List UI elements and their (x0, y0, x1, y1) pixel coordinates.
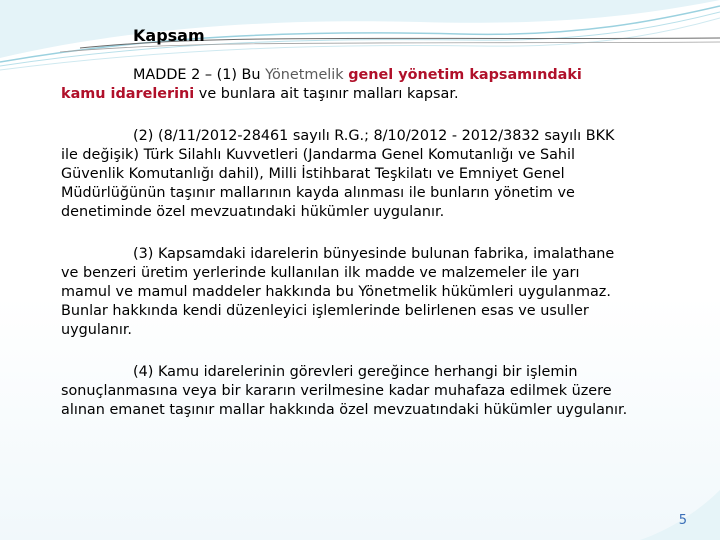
paragraph-1 (61, 66, 691, 104)
paragraph-1-gray-text: Yönetmelik (265, 67, 344, 83)
footer-corner-decoration (640, 480, 720, 540)
paragraph-2: (2) (8/11/2012-28461 sayılı R.G.; 8/10/2012 - 2012/3832 sayılı BKK ile değişik) Türk Silahlı Kuvvetleri (Jandarma Genel Komutanlığı ve Sahil Güvenlik Komutanlığı dahil), Milli İstihbarat Teşkilatı ve Emniyet Genel Müdürlüğünün taşınır mallarının kayda alınması ile bunların yönetim ve denetiminde özel mevzuatındaki hükümler uygulanır. (61, 128, 615, 220)
paragraph-3: (3) Kapsamdaki idarelerin bünyesinde bulunan fabrika, imalathane ve benzeri üretim yerlerinde kullanılan ilk madde ve malzemeler ile yarı mamul ve mamul maddeler hakkında bu Yönetmelik hükümleri uygulanmaz. Bunlar hakkında kendi düzenleyici işlemlerinde belirlenen esas ve usuller uygulanır. (61, 246, 615, 338)
slide-title: Kapsam (133, 26, 205, 45)
paragraph-1-suffix: ve bunlara ait taşınır malları kapsar. (194, 86, 459, 102)
paragraph-4: (4) Kamu idarelerinin görevleri gereğince herhangi bir işlemin sonuçlanmasına veya bir kararın verilmesine kadar muhafaza edilmek üzere alınan emanet taşınır mallar hakkında özel mevzuatındaki hükümler uygulanır. (61, 364, 628, 418)
slide-body (61, 66, 691, 443)
paragraph-1-prefix: MADDE 2 – (1) Bu (133, 67, 266, 83)
page-number: 5 (678, 513, 687, 528)
paragraph-1-highlight: genel yönetim kapsamındaki kamu idarelerini (61, 67, 582, 102)
